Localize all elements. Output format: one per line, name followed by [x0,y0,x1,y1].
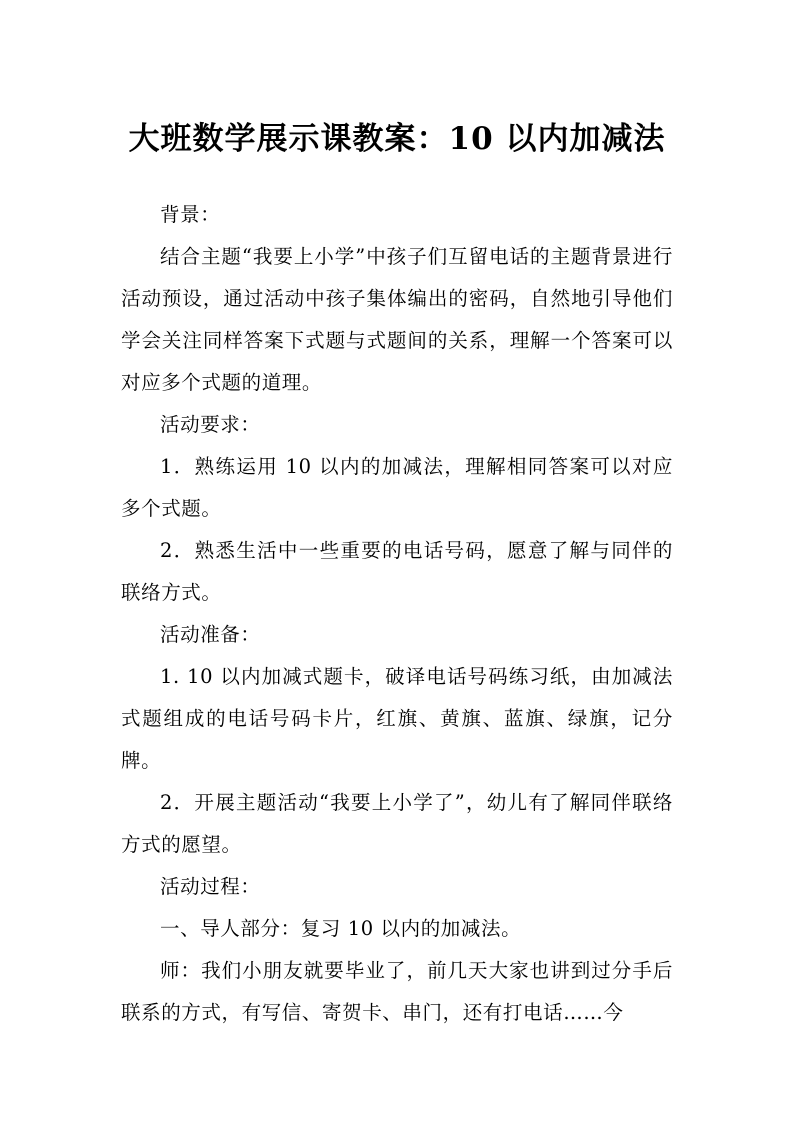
paragraph-background-text: 结合主题“我要上小学”中孩子们互留电话的主题背景进行活动预设，通过活动中孩子集体编出的密码，自然地引导他们学会关注同样答案下式题与式题间的关系，理解一个答案可以对应多个式题的道理。 [121,245,673,394]
paragraph-teacher-speech: 师：我们小朋友就要毕业了，前几天大家也讲到过分手后联系的方式，有写信、寄贺卡、串门，还有打电话……今 [121,959,673,1024]
paragraph-process-step-1: 一、导人部分：复习 10 以内的加减法。 [160,917,522,940]
paragraph-preparation-1: 1. 10 以内加减式题卡，破译电话号码练习纸，由加减法式题组成的电话号码卡片，红旗、黄旗、蓝旗、绿旗，记分牌。 [121,665,673,772]
paragraph-requirements-heading: 活动要求： [160,413,261,436]
paragraph-requirement-1: 1．熟练运用 10 以内的加减法，理解相同答案可以对应多个式题。 [121,455,673,520]
paragraph-background-heading: 背景： [160,203,221,226]
paragraph-process-heading: 活动过程： [160,875,261,898]
document-title: 大班数学展示课教案：10 以内加减法 [128,120,666,157]
paragraph-preparation-2: 2．开展主题活动“我要上小学了”，幼儿有了解同伴联络方式的愿望。 [121,791,673,856]
document-body [121,194,673,1034]
paragraph-requirement-2: 2．熟悉生活中一些重要的电话号码，愿意了解与同伴的联络方式。 [121,539,673,604]
paragraph-preparation-heading: 活动准备： [160,623,261,646]
